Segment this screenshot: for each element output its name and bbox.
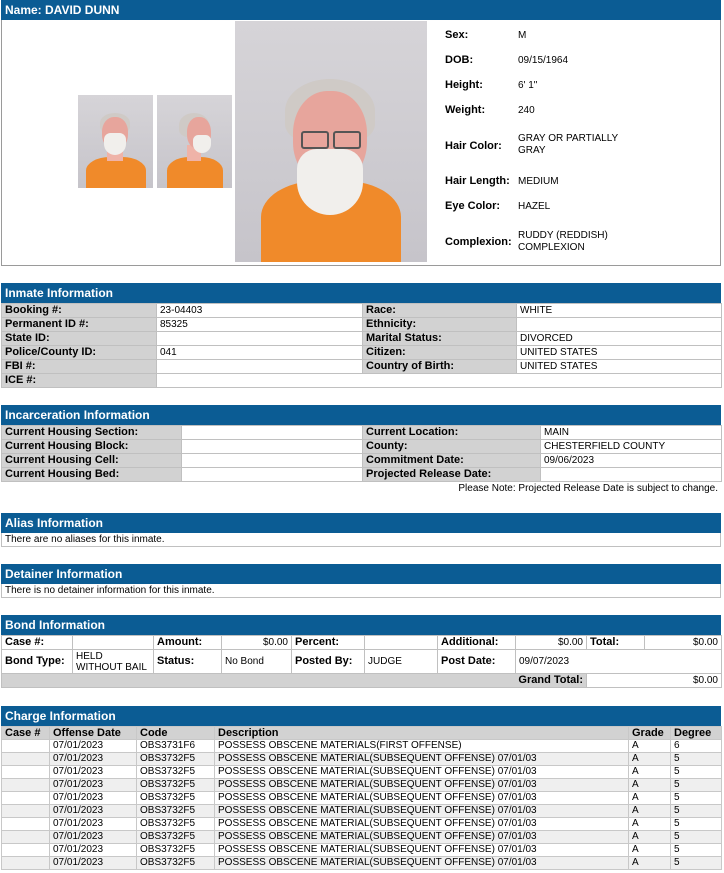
field-label: Current Housing Cell:: [2, 454, 182, 468]
eye-color-value: HAZEL: [518, 201, 551, 212]
height-value: 6' 1": [518, 80, 538, 91]
field-value: [365, 636, 438, 650]
release-date-note: Please Note: Projected Release Date is subject to change.: [458, 483, 718, 494]
hair-color-value: GRAY OR PARTIALLY GRAY: [518, 133, 619, 156]
field-label: Amount:: [154, 636, 222, 650]
column-header: Offense Date: [50, 727, 137, 740]
code-cell: OBS3732F5: [137, 766, 215, 779]
complexion-value: RUDDY (REDDISH) COMPLEXION: [518, 230, 608, 253]
case-cell: [2, 753, 50, 766]
field-value: HELD WITHOUT BAIL: [73, 650, 154, 674]
field-label: Posted By:: [292, 650, 365, 674]
charges-table: [1, 726, 722, 870]
code-cell: OBS3732F5: [137, 805, 215, 818]
grade-cell: A: [629, 857, 671, 870]
mugshot-front-thumbnail[interactable]: [78, 95, 153, 188]
alias-information-section: [1, 513, 721, 547]
field-value: [182, 454, 363, 468]
table-row: [2, 468, 722, 482]
table-row: [2, 818, 722, 831]
field-label: Current Housing Section:: [2, 426, 182, 440]
degree-cell: 5: [671, 805, 722, 818]
field-label: County:: [363, 440, 541, 454]
eye-color-label: Eye Color:: [445, 200, 501, 212]
table-row: [2, 792, 722, 805]
table-row: [2, 844, 722, 857]
description-cell: POSSESS OBSCENE MATERIAL(SUBSEQUENT OFFENSE) 07/01/03: [215, 805, 629, 818]
table-row: [2, 346, 722, 360]
offense-date-cell: 07/01/2023: [50, 766, 137, 779]
mugshot-main-photo[interactable]: [235, 21, 427, 262]
column-header: Code: [137, 727, 215, 740]
detainer-information-section: [1, 564, 721, 598]
offense-date-cell: 07/01/2023: [50, 818, 137, 831]
code-cell: OBS3732F5: [137, 779, 215, 792]
charge-information-section: [1, 706, 721, 870]
field-value: [541, 468, 722, 482]
degree-cell: 5: [671, 831, 722, 844]
offense-date-cell: 07/01/2023: [50, 831, 137, 844]
grade-cell: A: [629, 740, 671, 753]
column-header: Degree: [671, 727, 722, 740]
profile-panel: [1, 20, 721, 266]
column-header: Grade: [629, 727, 671, 740]
field-label: Police/County ID:: [2, 346, 157, 360]
degree-cell: 6: [671, 740, 722, 753]
field-value: [182, 440, 363, 454]
field-value: [157, 360, 363, 374]
table-row: [2, 753, 722, 766]
hair-length-label: Hair Length:: [445, 175, 510, 187]
grand-total-value: $0.00: [587, 674, 722, 688]
sex-value: M: [518, 30, 527, 41]
section-title: Charge Information: [1, 706, 721, 726]
field-label: Permanent ID #:: [2, 318, 157, 332]
degree-cell: 5: [671, 779, 722, 792]
code-cell: OBS3732F5: [137, 792, 215, 805]
section-title: Bond Information: [1, 615, 721, 635]
field-value: [517, 318, 722, 332]
field-label: Case #:: [2, 636, 73, 650]
hair-color-label: Hair Color:: [445, 140, 502, 152]
table-row: [2, 426, 722, 440]
dob-value: 09/15/1964: [518, 55, 569, 66]
grade-cell: A: [629, 766, 671, 779]
field-value: [157, 332, 363, 346]
case-cell: [2, 844, 50, 857]
field-label: State ID:: [2, 332, 157, 346]
offense-date-cell: 07/01/2023: [50, 805, 137, 818]
grade-cell: A: [629, 779, 671, 792]
field-value: JUDGE: [365, 650, 438, 674]
grade-cell: A: [629, 844, 671, 857]
grade-cell: A: [629, 818, 671, 831]
bond-information-table: [1, 635, 722, 688]
field-value: $0.00: [645, 636, 722, 650]
case-cell: [2, 805, 50, 818]
field-value: [73, 636, 154, 650]
field-label: Additional:: [438, 636, 516, 650]
degree-cell: 5: [671, 844, 722, 857]
case-cell: [2, 740, 50, 753]
column-header: Case #: [2, 727, 50, 740]
field-value: $0.00: [222, 636, 292, 650]
field-label: Booking #:: [2, 304, 157, 318]
inmate-information-section: [1, 283, 721, 388]
field-value: 041: [157, 346, 363, 360]
offense-date-cell: 07/01/2023: [50, 844, 137, 857]
offense-date-cell: 07/01/2023: [50, 792, 137, 805]
code-cell: OBS3732F5: [137, 818, 215, 831]
incarceration-information-section: [1, 405, 721, 496]
case-cell: [2, 779, 50, 792]
code-cell: OBS3732F5: [137, 753, 215, 766]
offense-date-cell: 07/01/2023: [50, 740, 137, 753]
field-label: Race:: [363, 304, 517, 318]
offense-date-cell: 07/01/2023: [50, 779, 137, 792]
grade-cell: A: [629, 792, 671, 805]
description-cell: POSSESS OBSCENE MATERIAL(SUBSEQUENT OFFENSE) 07/01/03: [215, 753, 629, 766]
field-value: 09/06/2023: [541, 454, 722, 468]
table-row: [2, 440, 722, 454]
alias-message: There are no aliases for this inmate.: [1, 533, 721, 547]
height-label: Height:: [445, 79, 483, 91]
field-value: 23-04403: [157, 304, 363, 318]
field-value: CHESTERFIELD COUNTY: [541, 440, 722, 454]
field-label: Citizen:: [363, 346, 517, 360]
field-label: Bond Type:: [2, 650, 73, 674]
section-title: Inmate Information: [1, 283, 721, 303]
field-value: [157, 374, 722, 388]
field-label: Ethnicity:: [363, 318, 517, 332]
description-cell: POSSESS OBSCENE MATERIAL(SUBSEQUENT OFFENSE) 07/01/03: [215, 779, 629, 792]
table-row: [2, 360, 722, 374]
complexion-label: Complexion:: [445, 236, 512, 248]
inmate-name-bar: Name: DAVID DUNN: [1, 0, 721, 20]
field-value: [182, 468, 363, 482]
table-row: [2, 374, 722, 388]
description-cell: POSSESS OBSCENE MATERIAL(SUBSEQUENT OFFENSE) 07/01/03: [215, 857, 629, 870]
section-title: Detainer Information: [1, 564, 721, 584]
case-cell: [2, 766, 50, 779]
grade-cell: A: [629, 805, 671, 818]
section-title: Alias Information: [1, 513, 721, 533]
mugshot-side-thumbnail[interactable]: [157, 95, 232, 188]
degree-cell: 5: [671, 766, 722, 779]
field-value: 85325: [157, 318, 363, 332]
field-label: ICE #:: [2, 374, 157, 388]
field-value: 09/07/2023: [516, 650, 722, 674]
case-cell: [2, 857, 50, 870]
field-label: Status:: [154, 650, 222, 674]
field-label: Commitment Date:: [363, 454, 541, 468]
bond-information-section: [1, 615, 721, 688]
field-label: Current Housing Bed:: [2, 468, 182, 482]
case-cell: [2, 818, 50, 831]
table-row: [2, 857, 722, 870]
offense-date-cell: 07/01/2023: [50, 857, 137, 870]
code-cell: OBS3731F6: [137, 740, 215, 753]
field-label: Marital Status:: [363, 332, 517, 346]
table-row: [2, 779, 722, 792]
degree-cell: 5: [671, 753, 722, 766]
field-value: UNITED STATES: [517, 346, 722, 360]
code-cell: OBS3732F5: [137, 831, 215, 844]
field-label: Current Location:: [363, 426, 541, 440]
field-value: WHITE: [517, 304, 722, 318]
column-header: Description: [215, 727, 629, 740]
code-cell: OBS3732F5: [137, 844, 215, 857]
table-row: [2, 650, 722, 674]
field-label: Country of Birth:: [363, 360, 517, 374]
incarceration-information-table: [1, 425, 722, 482]
table-header-row: [2, 727, 722, 740]
offense-date-cell: 07/01/2023: [50, 753, 137, 766]
degree-cell: 5: [671, 818, 722, 831]
table-row: [2, 454, 722, 468]
description-cell: POSSESS OBSCENE MATERIAL(SUBSEQUENT OFFENSE) 07/01/03: [215, 818, 629, 831]
field-label: Percent:: [292, 636, 365, 650]
inmate-information-table: [1, 303, 722, 388]
weight-label: Weight:: [445, 104, 486, 116]
field-label: Total:: [587, 636, 645, 650]
field-value: UNITED STATES: [517, 360, 722, 374]
field-value: DIVORCED: [517, 332, 722, 346]
description-cell: POSSESS OBSCENE MATERIAL(SUBSEQUENT OFFENSE) 07/01/03: [215, 792, 629, 805]
table-row: [2, 740, 722, 753]
grade-cell: A: [629, 753, 671, 766]
code-cell: OBS3732F5: [137, 857, 215, 870]
field-label: FBI #:: [2, 360, 157, 374]
case-cell: [2, 831, 50, 844]
description-cell: POSSESS OBSCENE MATERIAL(SUBSEQUENT OFFENSE) 07/01/03: [215, 831, 629, 844]
section-title: Incarceration Information: [1, 405, 721, 425]
grade-cell: A: [629, 831, 671, 844]
table-row: [2, 674, 722, 688]
table-row: [2, 805, 722, 818]
field-value: MAIN: [541, 426, 722, 440]
table-row: [2, 831, 722, 844]
case-cell: [2, 792, 50, 805]
description-cell: POSSESS OBSCENE MATERIAL(SUBSEQUENT OFFENSE) 07/01/03: [215, 766, 629, 779]
sex-label: Sex:: [445, 29, 469, 41]
field-label: Projected Release Date:: [363, 468, 541, 482]
hair-length-value: MEDIUM: [518, 176, 559, 187]
description-cell: POSSESS OBSCENE MATERIAL(SUBSEQUENT OFFENSE) 07/01/03: [215, 844, 629, 857]
table-row: [2, 304, 722, 318]
table-row: [2, 766, 722, 779]
degree-cell: 5: [671, 857, 722, 870]
field-value: $0.00: [516, 636, 587, 650]
field-value: No Bond: [222, 650, 292, 674]
description-cell: POSSESS OBSCENE MATERIALS(FIRST OFFENSE): [215, 740, 629, 753]
detainer-message: There is no detainer information for this inmate.: [1, 584, 721, 598]
grand-total-label: Grand Total:: [2, 674, 587, 688]
degree-cell: 5: [671, 792, 722, 805]
weight-value: 240: [518, 105, 535, 116]
dob-label: DOB:: [445, 54, 474, 66]
field-label: Post Date:: [438, 650, 516, 674]
field-value: [182, 426, 363, 440]
table-row: [2, 636, 722, 650]
field-label: Current Housing Block:: [2, 440, 182, 454]
table-row: [2, 318, 722, 332]
table-row: [2, 332, 722, 346]
